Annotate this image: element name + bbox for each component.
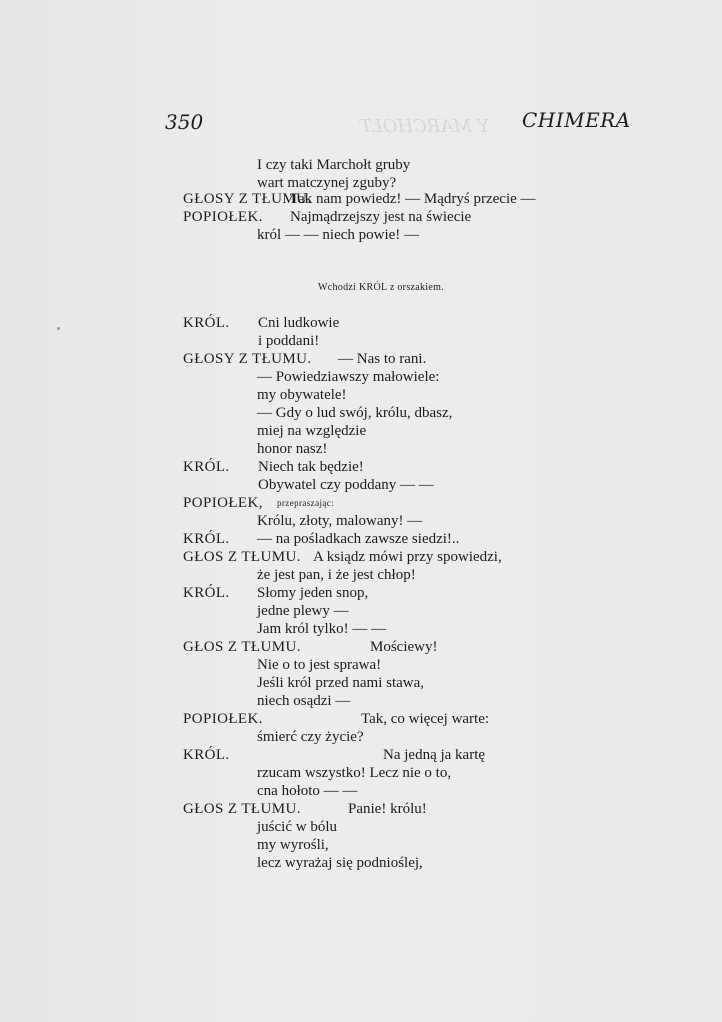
speaker-name: POPIOŁEK.: [183, 209, 263, 225]
verse-line: — Gdy o lud swój, królu, dbasz,: [257, 405, 453, 421]
verse-line: — Nas to rani.: [338, 351, 427, 367]
paper-speck: [57, 327, 60, 330]
verse-line: Królu, złoty, malowany! —: [257, 513, 423, 529]
speaker-name: GŁOS Z TŁUMU.: [183, 801, 301, 817]
verse-line: my wyrośli,: [257, 837, 329, 853]
verse-line: wart matczynej zguby?: [257, 175, 397, 191]
verse-line: honor nasz!: [257, 441, 328, 457]
speaker-name: KRÓL.: [183, 531, 230, 547]
verse-line: my obywatele!: [257, 387, 347, 403]
stage-direction: Wchodzi KRÓL z orszakiem.: [318, 282, 444, 293]
speaker-name: GŁOS Z TŁUMU.: [183, 639, 301, 655]
verse-line: juścić w bólu: [257, 819, 337, 835]
verse-line: lecz wyrażaj się podnioślej,: [257, 855, 423, 871]
verse-line: jedne plewy —: [257, 603, 349, 619]
verse-line: — na pośladkach zawsze siedzi!..: [257, 531, 460, 547]
verse-line: Nie o to jest sprawa!: [257, 657, 382, 673]
verse-line: Cni ludkowie: [258, 315, 340, 331]
verse-line: cna hołoto — —: [257, 783, 358, 799]
speaker-name: GŁOSY Z TŁUMU.: [183, 351, 312, 367]
verse-line: Na jedną ja kartę: [383, 747, 486, 763]
verse-line: miej na względzie: [257, 423, 367, 439]
speaker-name: KRÓL.: [183, 585, 230, 601]
verse-line: niech osądzi —: [257, 693, 351, 709]
verse-line: Niech tak będzie!: [258, 459, 364, 475]
verse-line: Słomy jeden snop,: [257, 585, 369, 601]
verse-line: rzucam wszystko! Lecz nie o to,: [257, 765, 452, 781]
speaker-name: POPIOŁEK.: [183, 711, 263, 727]
page-number: 350: [165, 110, 204, 134]
verse-line: I czy taki Marchołt gruby: [257, 157, 411, 173]
verse-line: Jeśli król przed nami stawa,: [257, 675, 425, 691]
verse-line: Tak, co więcej warte:: [361, 711, 490, 727]
verse-line: Najmądrzejszy jest na świecie: [290, 209, 472, 225]
verse-line: Mościewy!: [370, 639, 438, 655]
verse-line: Obywatel czy poddany — —: [258, 477, 434, 493]
verse-line: król — — niech powie! —: [257, 227, 420, 243]
verse-line: — Powiedziawszy małowiele:: [257, 369, 440, 385]
verse-line: Jam król tylko! — —: [257, 621, 387, 637]
speaker-name: KRÓL.: [183, 747, 230, 763]
bleed-through-text: Y MARCHOŁT: [360, 116, 490, 137]
speaker-name: GŁOSY Z TŁUMU.: [183, 191, 312, 207]
verse-line: że jest pan, i że jest chłop!: [257, 567, 416, 583]
verse-line: Tak nam powiedz! — Mądryś przecie —: [290, 191, 536, 207]
verse-line: Panie! królu!: [348, 801, 427, 817]
verse-line: A ksiądz mówi przy spowiedzi,: [313, 549, 502, 565]
speaker-name: POPIOŁEK,: [183, 495, 263, 511]
speaker-name: GŁOS Z TŁUMU.: [183, 549, 301, 565]
running-head: CHIMERA: [522, 108, 631, 132]
stage-note: przepraszając:: [277, 498, 335, 508]
speaker-name: KRÓL.: [183, 315, 230, 331]
speaker-name: KRÓL.: [183, 459, 230, 475]
verse-line: i poddani!: [258, 333, 320, 349]
verse-line: śmierć czy życie?: [257, 729, 364, 745]
